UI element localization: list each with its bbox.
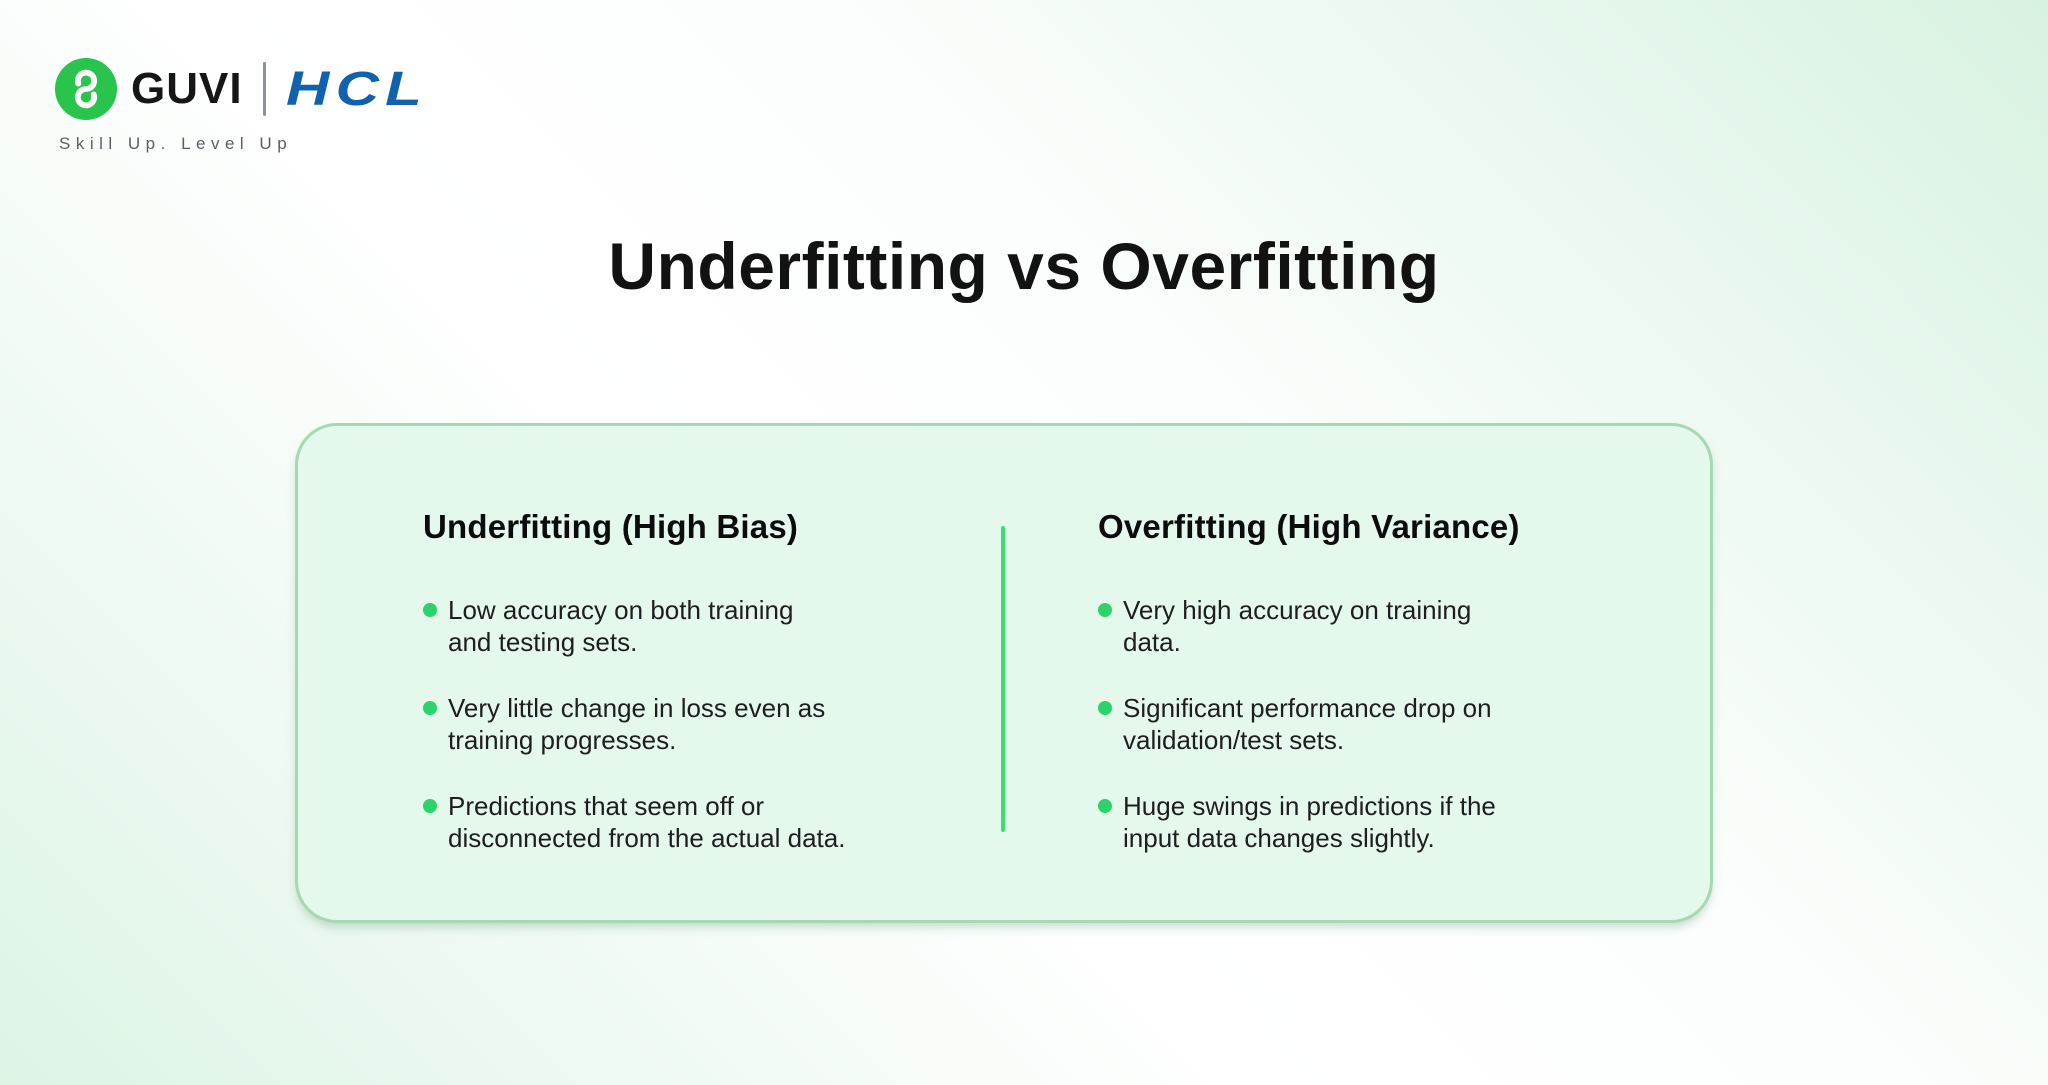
bullet-dot-icon (1098, 603, 1112, 617)
brand-row (55, 58, 428, 120)
underfitting-bullet-list (423, 594, 983, 854)
brand-tagline: Skill Up. Level Up (59, 134, 293, 153)
overfitting-bullet-list (1098, 594, 1658, 854)
guvi-wordmark: GUVI (131, 64, 243, 113)
list-item (423, 692, 983, 756)
comparison-card (295, 423, 1713, 923)
list-item (423, 790, 983, 854)
bullet-line: Low accuracy on both training (448, 595, 794, 625)
bullet-line: training progresses. (448, 725, 677, 755)
bullet-line: data. (1123, 627, 1181, 657)
list-item (423, 594, 983, 658)
bullet-dot-icon (423, 701, 437, 715)
guvi-logo-icon (55, 58, 117, 120)
list-item (1098, 790, 1658, 854)
bullet-line: Predictions that seem off or (448, 791, 765, 821)
bullet-dot-icon (423, 603, 437, 617)
bullet-line: Huge swings in predictions if the (1123, 791, 1496, 821)
bullet-line: input data changes slightly. (1123, 823, 1435, 853)
column-heading-overfitting: Overfitting (High Variance) (1098, 508, 1520, 545)
bullet-line: Significant performance drop on (1123, 693, 1492, 723)
column-heading-underfitting: Underfitting (High Bias) (423, 508, 799, 545)
list-item (1098, 594, 1658, 658)
brand-divider (263, 62, 266, 116)
bullet-line: Very little change in loss even as (448, 693, 826, 723)
bullet-line: validation/test sets. (1123, 725, 1345, 755)
bullet-line: and testing sets. (448, 627, 638, 657)
list-item (1098, 692, 1658, 756)
hcl-wordmark: HCL (285, 62, 428, 116)
bullet-dot-icon (423, 799, 437, 813)
page-title: Underfitting vs Overfitting (608, 229, 1440, 303)
bullet-dot-icon (1098, 799, 1112, 813)
column-divider (1001, 526, 1005, 832)
bullet-line: disconnected from the actual data. (448, 823, 846, 853)
column-overfitting (1098, 508, 1658, 888)
column-underfitting (423, 508, 983, 888)
brand-header (55, 58, 428, 154)
bullet-dot-icon (1098, 701, 1112, 715)
bullet-line: Very high accuracy on training (1123, 595, 1472, 625)
